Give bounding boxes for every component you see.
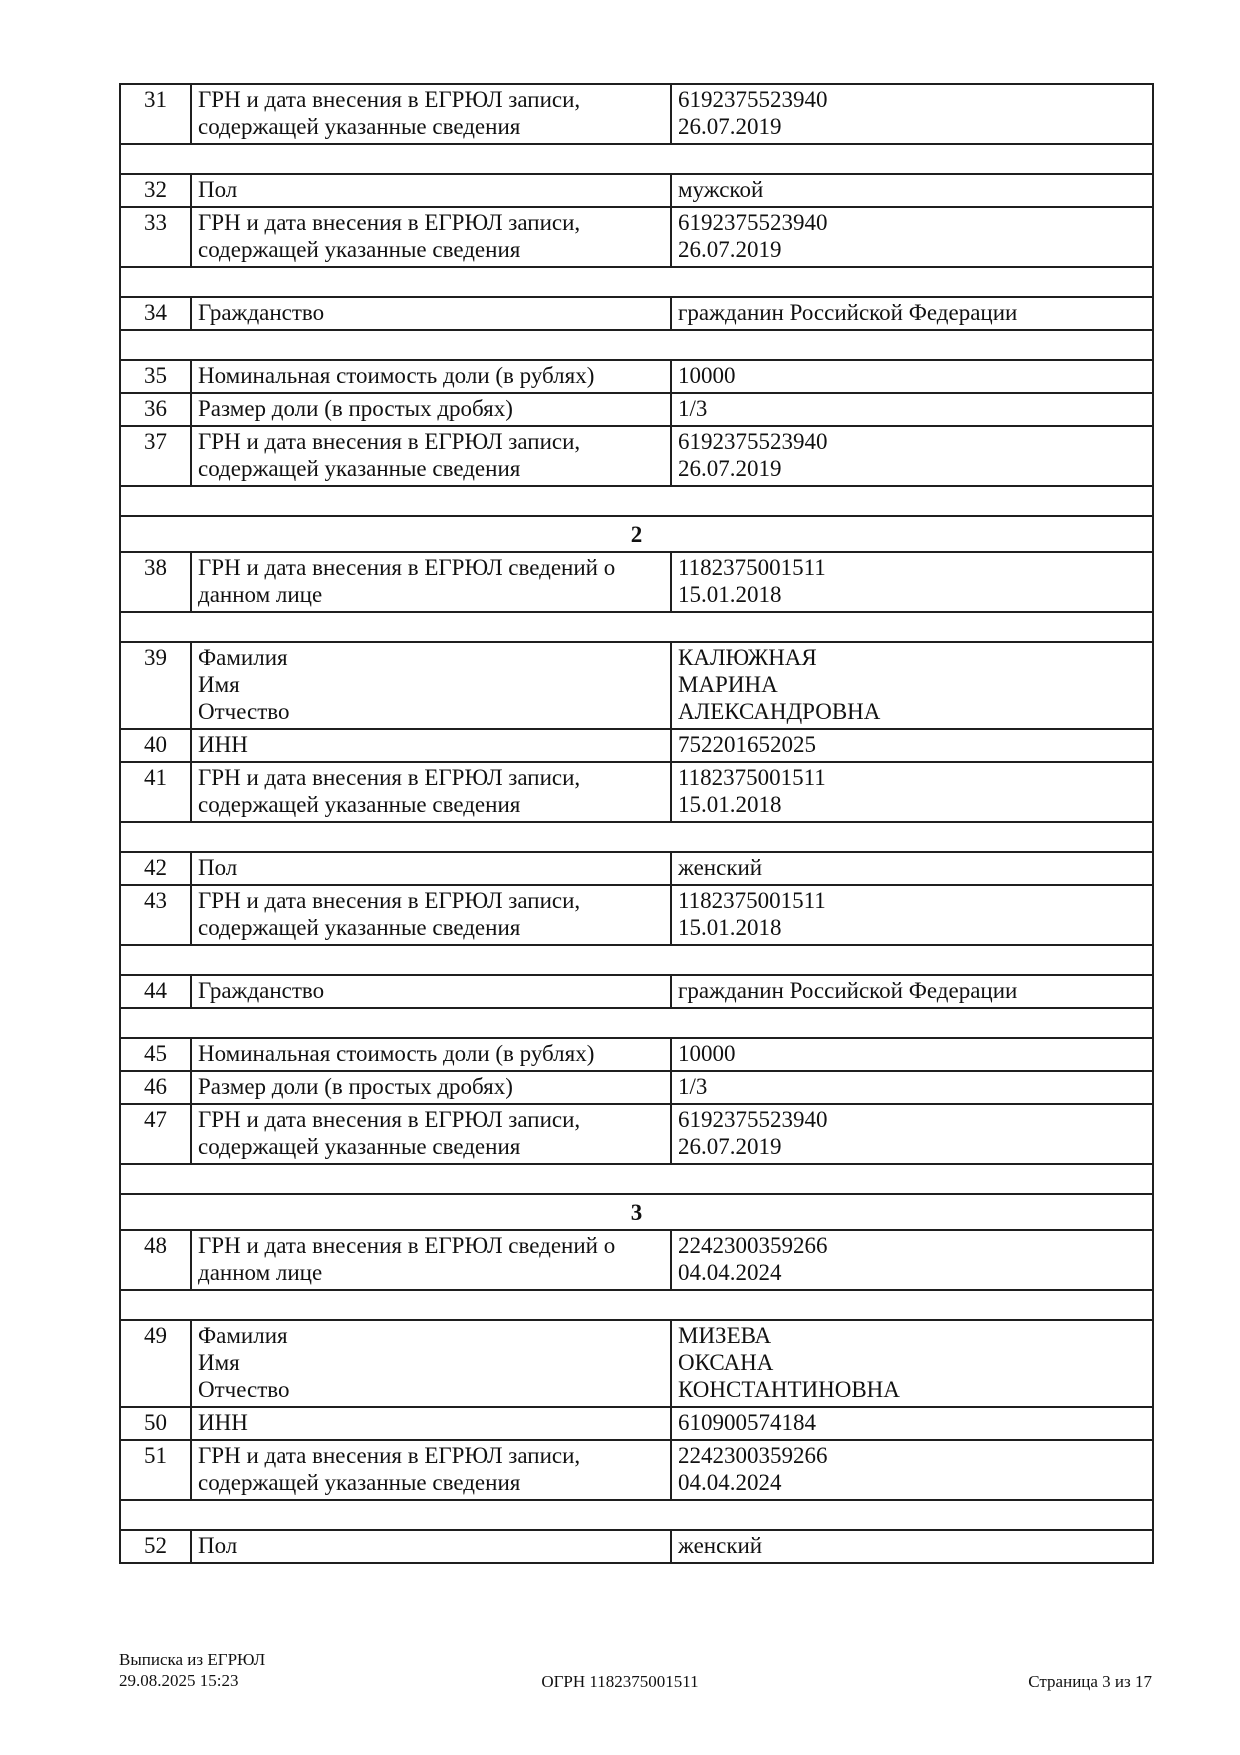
row-number: 33 <box>120 207 191 267</box>
field-label: Гражданство <box>191 297 671 330</box>
table-row <box>120 1407 1153 1440</box>
field-label: Фамилия Имя Отчество <box>191 1320 671 1407</box>
footer-doc-title: Выписка из ЕГРЮЛ <box>119 1650 266 1669</box>
spacer-cell <box>120 144 1153 174</box>
field-value: 6192375523940 26.07.2019 <box>671 426 1153 486</box>
spacer-cell <box>120 330 1153 360</box>
row-number: 46 <box>120 1071 191 1104</box>
field-value: МИЗЕВА ОКСАНА КОНСТАНТИНОВНА <box>671 1320 1153 1407</box>
table-row <box>120 1071 1153 1104</box>
field-value: женский <box>671 852 1153 885</box>
field-label: ГРН и дата внесения в ЕГРЮЛ записи, содержащей указанные сведения <box>191 1104 671 1164</box>
row-number: 45 <box>120 1038 191 1071</box>
footer-page-number: Страница 3 из 17 <box>1028 1672 1152 1691</box>
field-label: ГРН и дата внесения в ЕГРЮЛ записи, содержащей указанные сведения <box>191 1440 671 1500</box>
row-number: 42 <box>120 852 191 885</box>
field-label: ГРН и дата внесения в ЕГРЮЛ записи, содержащей указанные сведения <box>191 762 671 822</box>
spacer-cell <box>120 1008 1153 1038</box>
spacer-row <box>120 612 1153 642</box>
table-row <box>120 84 1153 144</box>
footer-timestamp: 29.08.2025 15:23 <box>119 1671 239 1690</box>
field-value: 6192375523940 26.07.2019 <box>671 207 1153 267</box>
field-value: 1182375001511 15.01.2018 <box>671 552 1153 612</box>
table-row <box>120 885 1153 945</box>
row-number: 38 <box>120 552 191 612</box>
table-row <box>120 729 1153 762</box>
spacer-row <box>120 330 1153 360</box>
row-number: 49 <box>120 1320 191 1407</box>
row-number: 34 <box>120 297 191 330</box>
field-label: Пол <box>191 174 671 207</box>
field-label: Пол <box>191 852 671 885</box>
field-value: 610900574184 <box>671 1407 1153 1440</box>
table-row <box>120 852 1153 885</box>
section-header-row <box>120 516 1153 552</box>
field-value: 1182375001511 15.01.2018 <box>671 762 1153 822</box>
spacer-cell <box>120 945 1153 975</box>
footer-ogrn: ОГРН 1182375001511 <box>541 1672 699 1691</box>
spacer-cell <box>120 1164 1153 1194</box>
spacer-cell <box>120 822 1153 852</box>
spacer-cell <box>120 612 1153 642</box>
spacer-cell <box>120 1290 1153 1320</box>
row-number: 48 <box>120 1230 191 1290</box>
row-number: 31 <box>120 84 191 144</box>
field-value: 1/3 <box>671 1071 1153 1104</box>
field-value: 6192375523940 26.07.2019 <box>671 84 1153 144</box>
spacer-cell <box>120 486 1153 516</box>
field-value: женский <box>671 1530 1153 1563</box>
row-number: 52 <box>120 1530 191 1563</box>
table-row <box>120 1230 1153 1290</box>
row-number: 39 <box>120 642 191 729</box>
table-row <box>120 1038 1153 1071</box>
table-row <box>120 552 1153 612</box>
field-label: ГРН и дата внесения в ЕГРЮЛ записи, содержащей указанные сведения <box>191 84 671 144</box>
spacer-cell <box>120 1500 1153 1530</box>
row-number: 41 <box>120 762 191 822</box>
field-label: Номинальная стоимость доли (в рублях) <box>191 1038 671 1071</box>
field-label: Размер доли (в простых дробях) <box>191 393 671 426</box>
field-value: гражданин Российской Федерации <box>671 297 1153 330</box>
field-value: 10000 <box>671 360 1153 393</box>
spacer-row <box>120 1500 1153 1530</box>
field-label: Гражданство <box>191 975 671 1008</box>
field-label: Пол <box>191 1530 671 1563</box>
field-value: 2242300359266 04.04.2024 <box>671 1440 1153 1500</box>
table-row <box>120 174 1153 207</box>
table-row <box>120 1440 1153 1500</box>
field-label: ГРН и дата внесения в ЕГРЮЛ сведений о данном лице <box>191 552 671 612</box>
row-number: 40 <box>120 729 191 762</box>
field-value: мужской <box>671 174 1153 207</box>
row-number: 36 <box>120 393 191 426</box>
field-label: Фамилия Имя Отчество <box>191 642 671 729</box>
field-value: 6192375523940 26.07.2019 <box>671 1104 1153 1164</box>
spacer-cell <box>120 267 1153 297</box>
row-number: 32 <box>120 174 191 207</box>
spacer-row <box>120 1164 1153 1194</box>
field-value: КАЛЮЖНАЯ МАРИНА АЛЕКСАНДРОВНА <box>671 642 1153 729</box>
table-row <box>120 360 1153 393</box>
table-row <box>120 426 1153 486</box>
spacer-row <box>120 144 1153 174</box>
section-header-row <box>120 1194 1153 1230</box>
field-value: 2242300359266 04.04.2024 <box>671 1230 1153 1290</box>
spacer-row <box>120 486 1153 516</box>
field-label: Номинальная стоимость доли (в рублях) <box>191 360 671 393</box>
field-value: 10000 <box>671 1038 1153 1071</box>
spacer-row <box>120 1290 1153 1320</box>
table-row <box>120 1530 1153 1563</box>
field-label: ГРН и дата внесения в ЕГРЮЛ записи, содержащей указанные сведения <box>191 207 671 267</box>
table-row <box>120 297 1153 330</box>
spacer-row <box>120 945 1153 975</box>
egrul-table <box>119 83 1154 1564</box>
table-row <box>120 393 1153 426</box>
field-value: 1/3 <box>671 393 1153 426</box>
egrul-table-body <box>120 84 1153 1563</box>
field-value: 1182375001511 15.01.2018 <box>671 885 1153 945</box>
row-number: 47 <box>120 1104 191 1164</box>
field-value: гражданин Российской Федерации <box>671 975 1153 1008</box>
row-number: 37 <box>120 426 191 486</box>
table-row <box>120 642 1153 729</box>
row-number: 51 <box>120 1440 191 1500</box>
section-number: 2 <box>120 516 1153 552</box>
spacer-row <box>120 822 1153 852</box>
field-label: ГРН и дата внесения в ЕГРЮЛ записи, содержащей указанные сведения <box>191 885 671 945</box>
spacer-row <box>120 1008 1153 1038</box>
field-label: Размер доли (в простых дробях) <box>191 1071 671 1104</box>
row-number: 44 <box>120 975 191 1008</box>
field-label: ГРН и дата внесения в ЕГРЮЛ записи, содержащей указанные сведения <box>191 426 671 486</box>
row-number: 35 <box>120 360 191 393</box>
table-row <box>120 975 1153 1008</box>
table-row <box>120 1320 1153 1407</box>
section-number: 3 <box>120 1194 1153 1230</box>
table-row <box>120 207 1153 267</box>
field-label: ИНН <box>191 1407 671 1440</box>
spacer-row <box>120 267 1153 297</box>
field-value: 752201652025 <box>671 729 1153 762</box>
field-label: ИНН <box>191 729 671 762</box>
table-row <box>120 1104 1153 1164</box>
table-row <box>120 762 1153 822</box>
field-label: ГРН и дата внесения в ЕГРЮЛ сведений о данном лице <box>191 1230 671 1290</box>
row-number: 50 <box>120 1407 191 1440</box>
row-number: 43 <box>120 885 191 945</box>
